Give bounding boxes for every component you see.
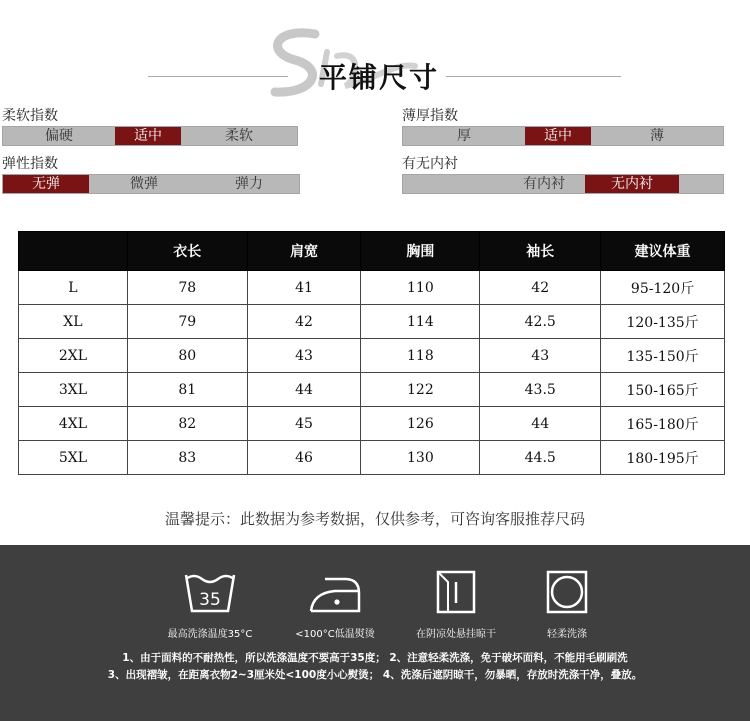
table-row	[19, 407, 725, 441]
sleeve-cell: 42	[480, 271, 601, 305]
elasticity-label: 弹性指数	[2, 156, 58, 172]
shade-dry-icon	[433, 567, 479, 617]
length-cell: 79	[127, 305, 247, 339]
weight-cell: 180-195斤	[601, 441, 725, 475]
header-cell-size	[19, 232, 128, 271]
header-cell-chest: 胸围	[361, 232, 480, 271]
lining-option-with: 有内衬	[523, 176, 565, 192]
thickness-option-thick: 厚	[457, 128, 471, 144]
weight-cell: 135-150斤	[601, 339, 725, 373]
header-cell-weight: 建议体重	[601, 232, 725, 271]
header-cell-sleeve: 袖长	[480, 232, 601, 271]
shoulder-cell: 42	[247, 305, 361, 339]
lining-label: 有无内衬	[402, 156, 458, 172]
softness-label: 柔软指数	[2, 108, 58, 124]
weight-cell: 150-165斤	[601, 373, 725, 407]
iron-low-icon	[305, 567, 365, 617]
sleeve-cell: 43	[480, 339, 601, 373]
table-header-row	[19, 232, 725, 271]
thickness-bar	[402, 126, 724, 146]
weight-cell: 95-120斤	[601, 271, 725, 305]
size-cell: 3XL	[19, 373, 128, 407]
header-cell-length: 衣长	[127, 232, 247, 271]
softness-index	[2, 106, 298, 146]
divider-right	[446, 76, 621, 77]
size-cell: L	[19, 271, 128, 305]
lining-bar	[402, 174, 724, 194]
gentle-wash-icon	[544, 567, 590, 617]
lining-bar-end	[679, 175, 723, 193]
wash-35-icon	[182, 567, 238, 617]
thickness-option-medium: 适中	[525, 127, 591, 145]
care-caption: 轻柔洗涤	[547, 629, 587, 640]
length-cell: 82	[127, 407, 247, 441]
softness-option-soft: 柔软	[225, 128, 253, 144]
size-cell: 2XL	[19, 339, 128, 373]
weight-cell: 165-180斤	[601, 407, 725, 441]
thickness-index	[402, 106, 724, 146]
header-cell-shoulder: 肩宽	[247, 232, 361, 271]
chest-cell: 114	[361, 305, 480, 339]
size-tip: 温馨提示：此数据为参考数据，仅供参考，可咨询客服推荐尺码	[164, 510, 585, 528]
elasticity-bar	[2, 174, 300, 194]
table-row	[19, 339, 725, 373]
care-caption: <100°C低温熨烫	[295, 629, 375, 640]
elasticity-option-none: 无弹	[3, 175, 89, 193]
shoulder-cell: 43	[247, 339, 361, 373]
care-caption: 最高洗涤温度35°C	[167, 629, 253, 640]
size-cell: XL	[19, 305, 128, 339]
length-cell: 80	[127, 339, 247, 373]
chest-cell: 122	[361, 373, 480, 407]
weight-cell: 120-135斤	[601, 305, 725, 339]
lining-option-without: 无内衬	[585, 175, 679, 193]
softness-option-medium: 适中	[115, 127, 181, 145]
length-cell: 83	[127, 441, 247, 475]
care-caption: 在阴凉处悬挂晾干	[416, 629, 496, 640]
size-table	[18, 231, 725, 475]
sleeve-cell: 44.5	[480, 441, 601, 475]
softness-bar	[2, 126, 298, 146]
chest-cell: 118	[361, 339, 480, 373]
care-item-wash-temp	[150, 567, 270, 640]
shoulder-cell: 46	[247, 441, 361, 475]
thickness-option-thin: 薄	[650, 128, 664, 144]
thickness-label: 薄厚指数	[402, 108, 458, 124]
size-cell: 5XL	[19, 441, 128, 475]
shoulder-cell: 41	[247, 271, 361, 305]
shoulder-cell: 44	[247, 373, 361, 407]
care-item-gentle-wash	[507, 567, 627, 640]
care-section	[0, 545, 750, 721]
table-row	[19, 373, 725, 407]
lining-index	[402, 154, 724, 194]
sleeve-cell: 42.5	[480, 305, 601, 339]
length-cell: 81	[127, 373, 247, 407]
elasticity-option-elastic: 弹力	[235, 176, 263, 192]
chest-cell: 126	[361, 407, 480, 441]
chest-cell: 110	[361, 271, 480, 305]
elasticity-option-slight: 微弹	[130, 176, 158, 192]
care-item-iron	[275, 567, 395, 640]
table-row	[19, 271, 725, 305]
care-note-2: 3、出现褶皱，在距离衣物2~3厘米处<100度小心熨烫； 4、洗涤后遮阴晾干，勿暴晒，存放时洗涤干净，叠放。	[107, 669, 643, 681]
wash-temp-number: 35	[199, 590, 221, 610]
page-title: 平铺尺寸	[319, 61, 440, 94]
table-row	[19, 441, 725, 475]
softness-option-hard: 偏硬	[45, 128, 73, 144]
sleeve-cell: 43.5	[480, 373, 601, 407]
sleeve-cell: 44	[480, 407, 601, 441]
header	[0, 0, 750, 110]
table-row	[19, 305, 725, 339]
length-cell: 78	[127, 271, 247, 305]
care-item-shade-dry	[396, 567, 516, 640]
elasticity-index	[2, 154, 300, 194]
chest-cell: 130	[361, 441, 480, 475]
shoulder-cell: 45	[247, 407, 361, 441]
size-cell: 4XL	[19, 407, 128, 441]
care-note-1: 1、由于面料的不耐热性，所以洗涤温度不要高于35度； 2、注意轻柔洗涤，免于破坏面料，不能用毛刷刷洗	[122, 652, 628, 664]
